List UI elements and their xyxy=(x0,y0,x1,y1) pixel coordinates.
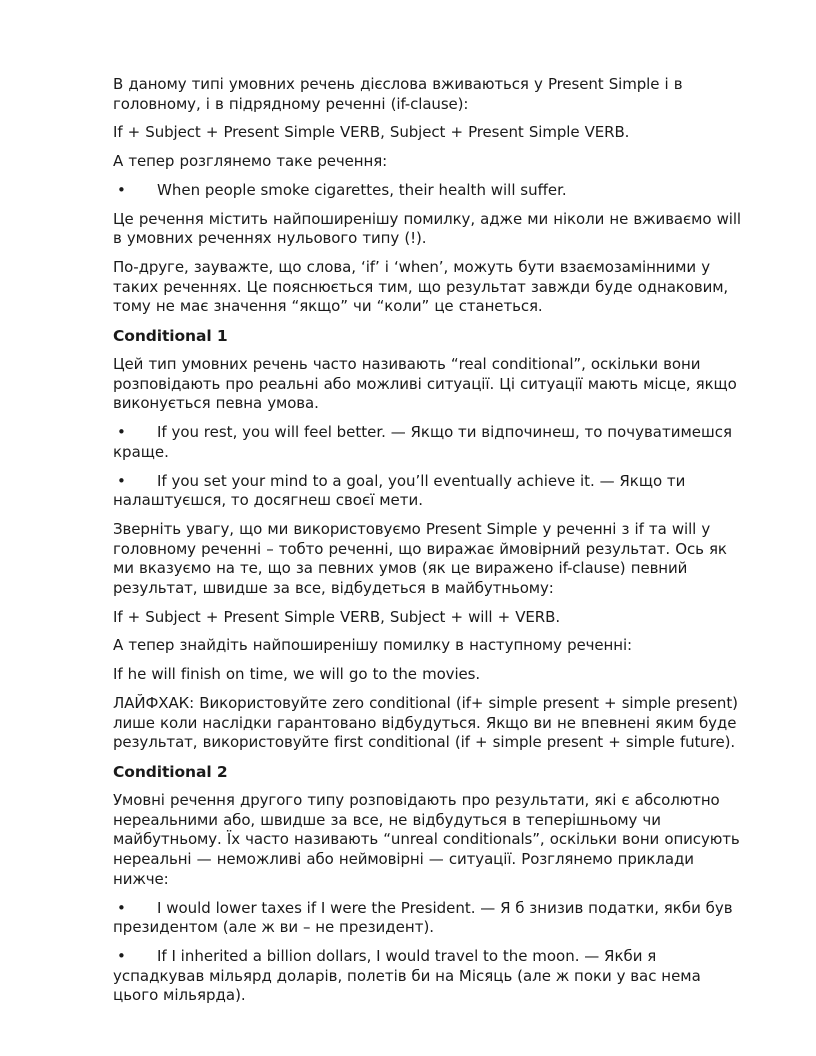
bullet-item-billion-example xyxy=(113,947,750,1006)
paragraph-lifehack: ЛАЙФХАК: Використовуйте zero conditional (if+ simple present + simple present) лише коли наслідки гарантовано відбудуться. Якщо ви не впевнені яким буде результат, використовуйте first conditional (if + simple present + simple future). xyxy=(113,693,738,752)
paragraph-mistake-example: If he will finish on time, we will go to the movies. xyxy=(113,665,481,684)
bullet-text: If you set your mind to a goal, you’ll eventually achieve it. — Якщо ти налаштуєшся, то досягнеш своєї мети. xyxy=(113,471,686,510)
bullet-icon: • xyxy=(117,180,126,199)
bullet-item-president-example xyxy=(113,899,750,938)
bullet-icon: • xyxy=(117,946,126,965)
bullet-item-goal-example xyxy=(113,472,750,511)
paragraph-common-mistake: Це речення містить найпоширенішу помилку, адже ми ніколи не вживаємо will в умовних реченнях нульового типу (!). xyxy=(113,209,741,248)
bullet-text: I would lower taxes if I were the President. — Я б знизив податки, якби був президентом (але ж ви – не президент). xyxy=(113,898,733,937)
bullet-text: If you rest, you will feel better. — Якщо ти відпочинеш, то почуватимешся краще. xyxy=(113,423,733,461)
paragraph-first-conditional-formula: If + Subject + Present Simple VERB, Subject + will + VERB. xyxy=(113,607,560,626)
paragraph-zero-conditional-intro: В даному типі умовних речень дієслова вживаються у Present Simple і в головному, і в підрядному реченні (if-clause): xyxy=(113,75,683,113)
paragraph-unreal-conditional: Умовні речення другого типу розповідають про результати, які є абсолютно нереальними або, швидше за все, не відбудуться в теперішньому чи майбутньому. Їх часто називають “unreal conditionals”, оскільки вони описують нереальні — неможливі або неймовірні — ситуації. Розглянемо приклади нижче: xyxy=(113,790,740,888)
paragraph-zero-conditional-formula: If + Subject + Present Simple VERB, Subject + Present Simple VERB. xyxy=(113,123,630,142)
heading-conditional-2: Conditional 2 xyxy=(113,762,228,781)
bullet-text: When people smoke cigarettes, their health will suffer. xyxy=(157,180,567,199)
bullet-icon: • xyxy=(117,898,126,917)
paragraph-find-mistake: А тепер знайдіть найпоширенішу помилку в наступному реченні: xyxy=(113,636,632,655)
bullet-icon: • xyxy=(117,471,126,490)
paragraph-consider-sentence: А тепер розглянемо таке речення: xyxy=(113,152,388,171)
heading-conditional-1: Conditional 1 xyxy=(113,327,228,346)
bullet-icon: • xyxy=(117,423,126,442)
paragraph-if-when-interchangeable: По-друге, зауважте, що слова, ‘if’ і ‘when’, можуть бути взаємозамінними у таких реченнях. Це пояснюється тим, що результат завжди буде однаковим, тому не має значення “якщо” чи “коли” це станеться. xyxy=(113,257,729,316)
bullet-item-smoke-example xyxy=(113,181,750,201)
bullet-text: If I inherited a billion dollars, I would travel to the moon. — Якби я успадкував мільярд доларів, полетів би на Місяць (але ж поки у вас нема цього мільярда). xyxy=(113,946,701,1005)
bullet-item-rest-example xyxy=(113,423,750,462)
paragraph-first-conditional-explanation: Зверніть увагу, що ми використовуємо Present Simple у реченні з if та will у головному реченні – тобто реченні, що виражає ймовірний результат. Ось як ми вказуємо на те, що за певних умов (як це виражено if-clause) певний результат, швидше за все, відбудеться в майбутньому: xyxy=(113,519,727,598)
paragraph-real-conditional: Цей тип умовних речень часто називають “real conditional”, оскільки вони розповідають про реальні або можливі ситуації. Ці ситуації мають місце, якщо виконується певна умова. xyxy=(113,355,737,413)
